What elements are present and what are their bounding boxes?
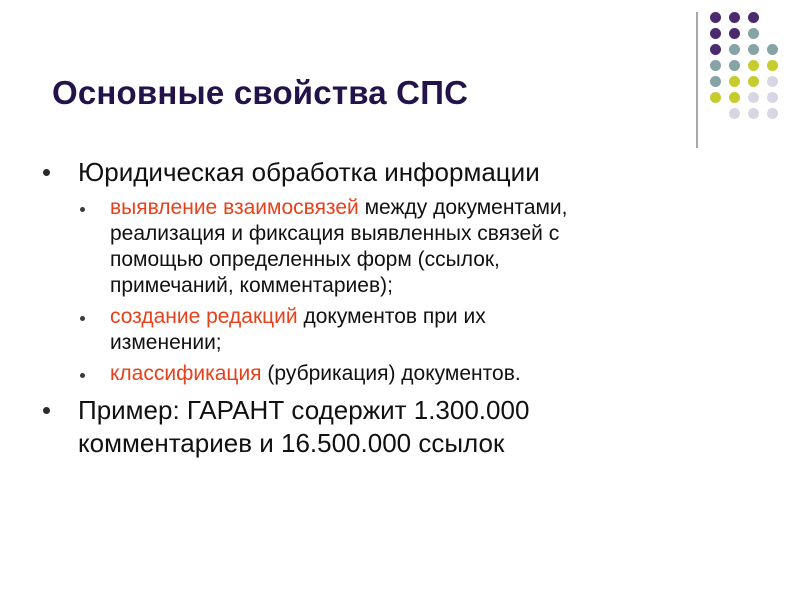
dot xyxy=(729,12,740,23)
sub-bullet-text: примечаний, комментариев); xyxy=(110,274,393,297)
bullet-marker xyxy=(43,407,50,414)
decorative-vertical-line xyxy=(696,12,698,148)
dot xyxy=(748,12,759,23)
dot xyxy=(767,108,778,119)
dot xyxy=(748,108,759,119)
sub-bullet-text: реализация и фиксация выявленных связей с xyxy=(110,222,560,245)
dot xyxy=(748,28,759,39)
sub-bullet-text: изменении; xyxy=(110,331,222,354)
dot xyxy=(767,44,778,55)
sub-bullet-marker xyxy=(80,373,85,378)
bullet-text: комментариев и 16.500.000 ссылок xyxy=(78,428,505,458)
slide-content xyxy=(40,156,680,460)
sub-bullet-item xyxy=(40,304,680,356)
sub-bullet-marker xyxy=(80,316,85,321)
dot xyxy=(710,60,721,71)
decorative-dot-grid xyxy=(708,12,788,130)
dot xyxy=(767,76,778,87)
dot xyxy=(729,76,740,87)
dot xyxy=(729,92,740,103)
highlight-text: классификация xyxy=(110,362,262,385)
highlight-text: создание редакций xyxy=(110,305,298,328)
sub-bullet-text: помощью определенных форм (ссылок, xyxy=(110,248,500,271)
dot xyxy=(710,92,721,103)
sub-bullet-text: между документами, xyxy=(358,196,568,219)
dot xyxy=(710,28,721,39)
dot xyxy=(729,60,740,71)
dot xyxy=(748,60,759,71)
sub-bullet-text: (рубрикация) документов. xyxy=(261,362,521,385)
bullet-text: Юридическая обработка информации xyxy=(78,157,540,187)
dot xyxy=(748,92,759,103)
sub-bullet-item xyxy=(40,195,680,299)
dot xyxy=(767,60,778,71)
bullet-item xyxy=(40,394,680,460)
bullet-marker xyxy=(43,169,50,176)
dot xyxy=(710,12,721,23)
dot xyxy=(748,44,759,55)
highlight-text: выявление взаимосвязей xyxy=(110,196,359,219)
dot xyxy=(767,92,778,103)
sub-bullet-text: документов при их xyxy=(297,305,486,328)
sub-bullet-marker xyxy=(80,207,85,212)
dot xyxy=(748,76,759,87)
bullet-text: Пример: ГАРАНТ содержит 1.300.000 xyxy=(78,395,530,425)
dot xyxy=(710,76,721,87)
bullet-item xyxy=(40,156,680,189)
dot xyxy=(710,44,721,55)
slide-title: Основные свойства СПС xyxy=(52,74,469,111)
sub-bullet-item xyxy=(40,361,680,387)
dot xyxy=(729,44,740,55)
dot xyxy=(729,108,740,119)
dot xyxy=(729,28,740,39)
